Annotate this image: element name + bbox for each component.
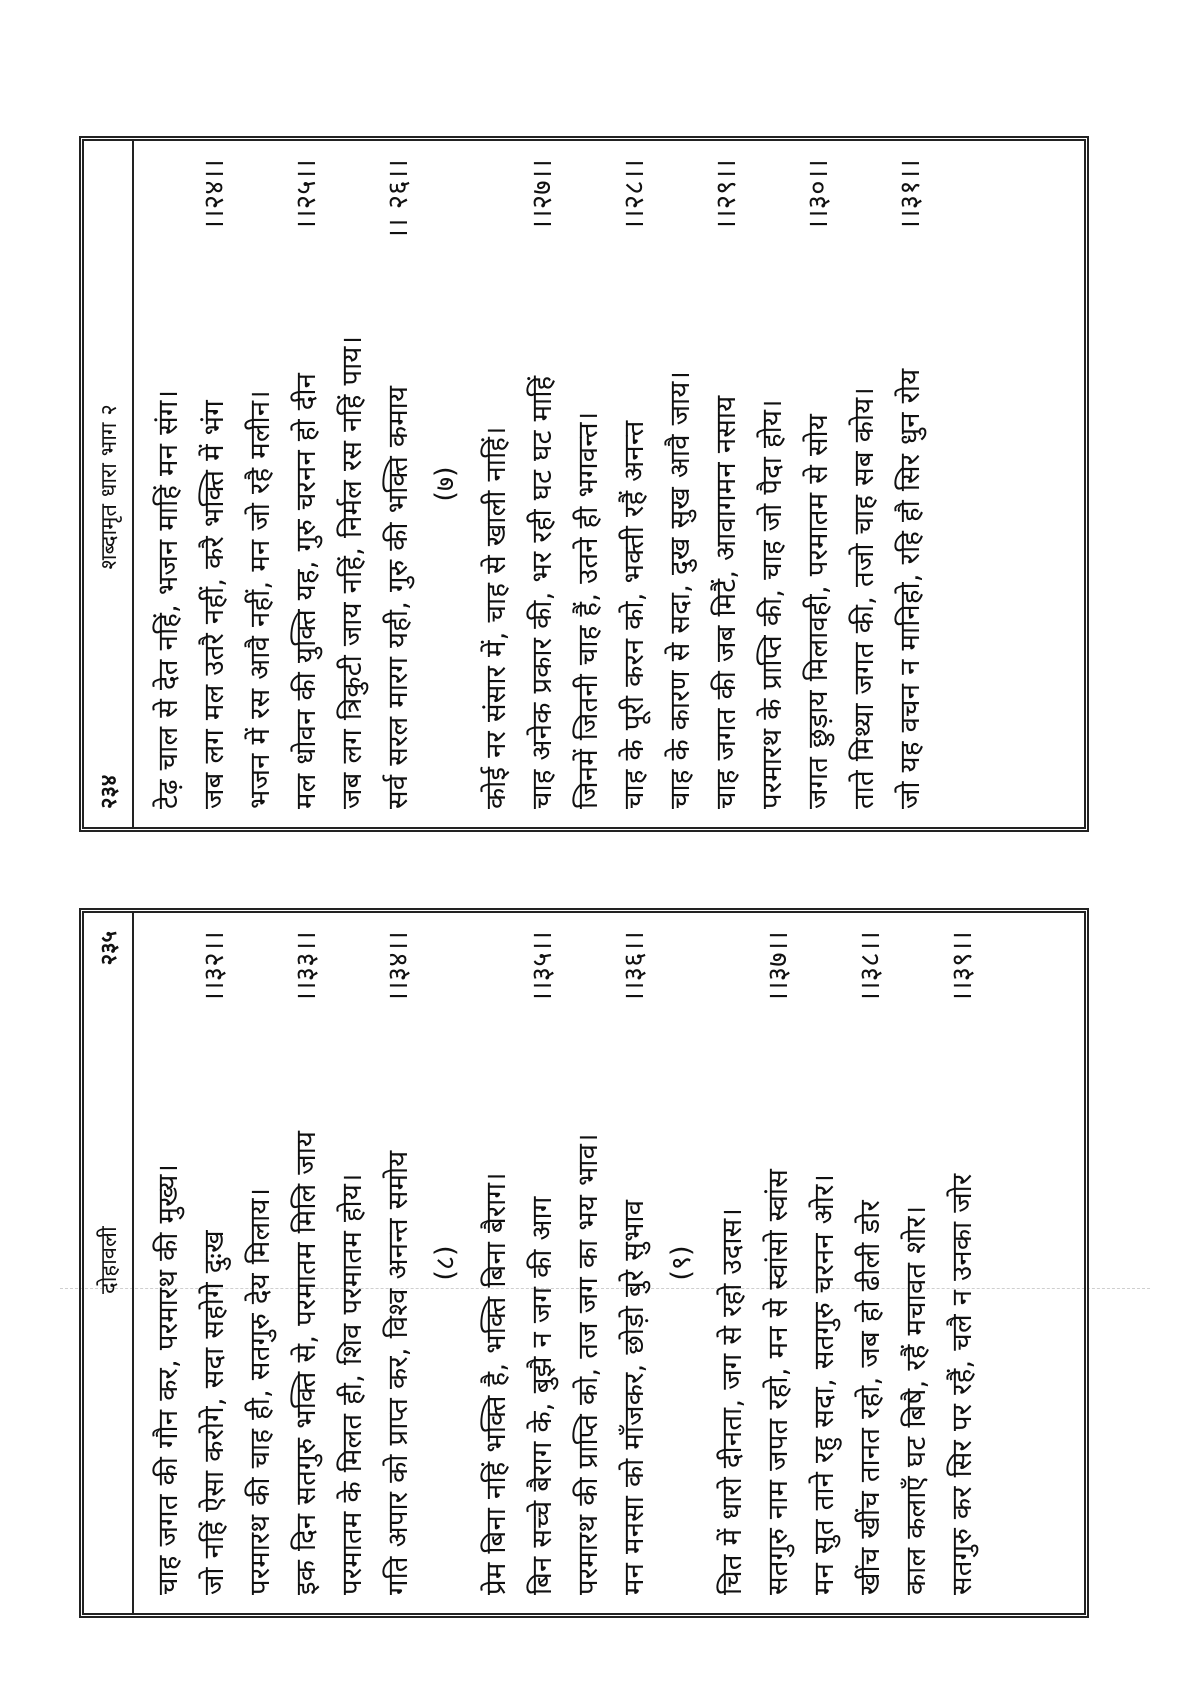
section-number: (७) xyxy=(430,466,461,502)
verse-text: सर्व सरल मारग यही, गुरु की भक्ति कमाय xyxy=(381,385,414,809)
page-number: २३४ xyxy=(97,774,122,809)
verse-text: इक दिन सतगुरु भक्ति से, परमातम मिलि जाय xyxy=(289,1130,322,1595)
verse-line xyxy=(472,159,518,809)
page-235-panel xyxy=(79,908,1089,1618)
verse-line xyxy=(794,159,840,809)
verse-line xyxy=(144,159,190,809)
verse-text: जो नहिं ऐसा करोगे, सदा सहोगे दुःख xyxy=(197,1230,230,1595)
verse-text: चाह जगत की जब मिटैं, आवागमन नसाय xyxy=(709,395,742,809)
verse-line xyxy=(800,931,846,1595)
verse-text: प्रेम बिना नहिं भक्ति है, भक्ति बिना बैराग। xyxy=(479,1172,512,1595)
page-number: २३५ xyxy=(97,931,122,966)
verse-line xyxy=(886,159,932,809)
verse-text: जब लग मल उतरै नहीं, करै भक्ति में भंग xyxy=(197,400,230,809)
verse-number: ।।३१।। xyxy=(893,159,926,231)
verse-line xyxy=(328,931,374,1595)
section-number: (९) xyxy=(666,1245,697,1281)
verse-number: ।।३९।। xyxy=(945,931,978,1003)
verse-line xyxy=(564,159,610,809)
verse-line xyxy=(472,931,518,1595)
verse-text: सतगुरु कर सिर पर रहैं, चलै न उनका जोर xyxy=(945,1173,978,1595)
verse-text: मन सुत ताने रहु सदा, सतगुरु चरनन ओर। xyxy=(807,1173,840,1595)
verse-text: चित में धारो दीनता, जग से रहो उदास। xyxy=(715,1207,748,1595)
verse-number: ।। २६।। xyxy=(381,159,414,240)
verse-line xyxy=(564,931,610,1595)
verse-number: ।।३०।। xyxy=(801,159,834,231)
verse-text: जगत छुड़ाय मिलावही, परमातम से सोय xyxy=(801,413,834,809)
page-235 xyxy=(84,913,1084,1613)
section-number: (८) xyxy=(430,1245,461,1281)
verse-line xyxy=(190,931,236,1595)
verse-text: गति अपार को प्राप्त कर, विश्व अनन्त समोय xyxy=(381,1150,414,1595)
verse-line xyxy=(236,159,282,809)
verse-text: परमातम के मिलत ही, शिव परमातम होय। xyxy=(335,1173,368,1595)
verse-list xyxy=(134,913,984,1613)
verse-line xyxy=(236,931,282,1595)
verse-line xyxy=(656,159,702,809)
verse-text: बिन सच्चे बैराग के, बुझै न जग की आग xyxy=(525,1196,558,1595)
verse-number: ।।३३।। xyxy=(289,931,322,1003)
running-head xyxy=(84,913,134,1613)
verse-line xyxy=(374,159,420,809)
verse-text: सतगुरु नाम जपत रहो, मन से स्वांसो स्वांस xyxy=(761,1168,794,1595)
verse-text: खींच खींच तानत रहो, जब हो ढीली डोर xyxy=(853,1200,886,1595)
verse-line xyxy=(518,159,564,809)
verse-text: परमारथ के प्राप्ति की, चाह जो पैदा होय। xyxy=(755,399,788,809)
verse-line xyxy=(190,159,236,809)
verse-text: चाह अनेक प्रकार की, भर रही घट घट माहिं xyxy=(525,375,558,809)
verse-line xyxy=(708,931,754,1595)
verse-text: काल कलाएँ घट बिषै, रहैं मचावत शोर। xyxy=(899,1205,932,1595)
verse-text: परमारथ की चाह ही, सतगुरु देय मिलाय। xyxy=(243,1187,276,1595)
verse-line xyxy=(892,931,938,1595)
verse-text: परमारथ की प्राप्ति को, तज जग का भय भाव। xyxy=(571,1133,604,1595)
verse-number: ।।३५।। xyxy=(525,931,558,1003)
running-title: दोहावली xyxy=(97,1226,122,1294)
verse-text: जब लग त्रिकुटी जाय नहिं, निर्मल रस नहिं पाय। xyxy=(335,335,368,809)
verse-text: चाह जगत की गौन कर, परमारथ की मुख्य। xyxy=(151,1163,184,1595)
verse-number: ।।२४।। xyxy=(197,159,230,231)
verse-line xyxy=(748,159,794,809)
verse-line xyxy=(702,159,748,809)
verse-number: ।।३७।। xyxy=(761,931,794,1003)
verse-line xyxy=(374,931,420,1595)
page-234 xyxy=(84,141,1084,827)
verse-number: ।।२५।। xyxy=(289,159,322,231)
verse-text: चाह के कारण से सदा, दुख सुख आवै जाय। xyxy=(663,370,696,809)
page-234-panel xyxy=(79,136,1089,832)
verse-line xyxy=(282,931,328,1595)
verse-list xyxy=(134,141,932,827)
verse-line xyxy=(610,159,656,809)
verse-number: ।।३८।। xyxy=(853,931,886,1003)
verse-text: टेढ़ चाल से देत नहिं, भजन माहिं मन संग। xyxy=(151,389,184,809)
verse-line xyxy=(938,931,984,1595)
verse-line xyxy=(754,931,800,1595)
verse-text: जो यह वचन न मानिहो, रहि हौ सिर धुन रोय xyxy=(893,368,926,809)
verse-number: ।।३४।। xyxy=(381,931,414,1003)
running-title: शब्दामृत धारा भाग २ xyxy=(97,404,122,570)
verse-line xyxy=(610,931,656,1595)
verse-number: ।।३६।। xyxy=(617,931,650,1003)
verse-number: ।।२८।। xyxy=(617,159,650,231)
verse-text: जिनमें जितनी चाह हैं, उतने ही भगवन्त। xyxy=(571,411,604,809)
verse-line xyxy=(840,159,886,809)
verse-text: मल धोवन की युक्ति यह, गुरु चरनन हो दीन xyxy=(289,372,322,809)
verse-line xyxy=(846,931,892,1595)
verse-line xyxy=(144,931,190,1595)
verse-number: ।।२७।। xyxy=(525,159,558,231)
verse-line xyxy=(518,931,564,1595)
verse-number: ।।२९।। xyxy=(709,159,742,231)
verse-line xyxy=(328,159,374,809)
verse-number: ।।३२।। xyxy=(197,931,230,1003)
running-head xyxy=(84,141,134,827)
verse-text: मन मनसा को माँजकर, छोड़ो बुरे सुभाव xyxy=(617,1199,650,1595)
verse-text: भजन में रस आवै नहीं, मन जो रहै मलीन। xyxy=(243,390,276,809)
verse-text: चाह के पूरी करन को, भक्ती रहैं अनन्त xyxy=(617,420,650,809)
verse-text: कोई नर संसार में, चाह से खाली नाहिं। xyxy=(479,426,512,809)
verse-line xyxy=(282,159,328,809)
verse-text: ताते मिथ्या जगत की, तजो चाह सब कोय। xyxy=(847,387,880,809)
